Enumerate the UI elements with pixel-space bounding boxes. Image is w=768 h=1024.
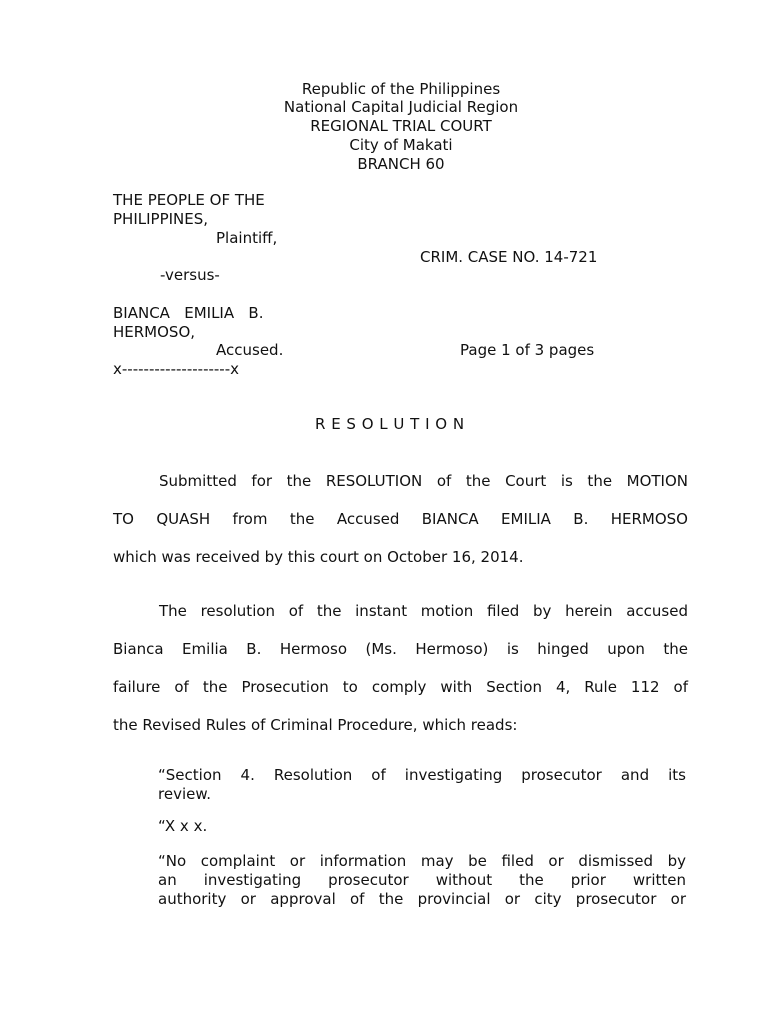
paragraph-2 <box>113 592 688 744</box>
accused-name-line1: BIANCA EMILIA B. <box>113 304 264 322</box>
paragraph-1-line-2: TO QUASH from the Accused BIANCA EMILIA B. HERMOSO <box>113 510 688 528</box>
quote-section-4-line-1: “Section 4. Resolution of investigating prosecutor and its <box>158 766 686 784</box>
header-republic: Republic of the Philippines <box>301 80 501 98</box>
quote-no-complaint <box>158 852 686 909</box>
plaintiff-name-line2: PHILIPPINES, <box>113 210 209 228</box>
quote-no-complaint-line-2: an investigating prosecutor without the prior written <box>158 871 686 889</box>
paragraph-1-line-3: which was received by this court on October 16, 2014. <box>113 548 524 566</box>
accused-role: Accused. <box>216 341 284 359</box>
quote-no-complaint-line-1: “No complaint or information may be filed or dismissed by <box>158 852 686 870</box>
document-title: R E S O L U T I O N <box>315 415 465 433</box>
page-info: Page 1 of 3 pages <box>460 341 595 359</box>
versus-label: -versus- <box>160 266 220 284</box>
header-city: City of Makati <box>349 136 453 154</box>
quote-ellipsis <box>158 817 686 836</box>
caption-separator: x--------------------x <box>113 360 240 378</box>
paragraph-1-line-1: Submitted for the RESOLUTION of the Court is the MOTION <box>159 472 688 490</box>
paragraph-2-line-3: failure of the Prosecution to comply with Section 4, Rule 112 of <box>113 678 688 696</box>
paragraph-2-line-1: The resolution of the instant motion filed by herein accused <box>159 602 688 620</box>
quote-ellipsis-line: “X x x. <box>158 817 208 835</box>
quote-section-4 <box>158 766 686 804</box>
header-judicial-region: National Capital Judicial Region <box>283 98 519 116</box>
plaintiff-role: Plaintiff, <box>216 229 278 247</box>
paragraph-2-line-2: Bianca Emilia B. Hermoso (Ms. Hermoso) is hinged upon the <box>113 640 688 658</box>
plaintiff-name-line1: THE PEOPLE OF THE <box>113 191 265 209</box>
accused-name-line2: HERMOSO, <box>113 323 196 341</box>
header-court: REGIONAL TRIAL COURT <box>310 117 492 135</box>
quote-no-complaint-line-3: authority or approval of the provincial or city prosecutor or <box>158 890 686 908</box>
case-number: CRIM. CASE NO. 14-721 <box>420 248 598 266</box>
paragraph-1 <box>113 462 688 576</box>
paragraph-2-line-4: the Revised Rules of Criminal Procedure, which reads: <box>113 716 518 734</box>
quote-section-4-line-2: review. <box>158 785 211 803</box>
header-branch: BRANCH 60 <box>357 155 445 173</box>
